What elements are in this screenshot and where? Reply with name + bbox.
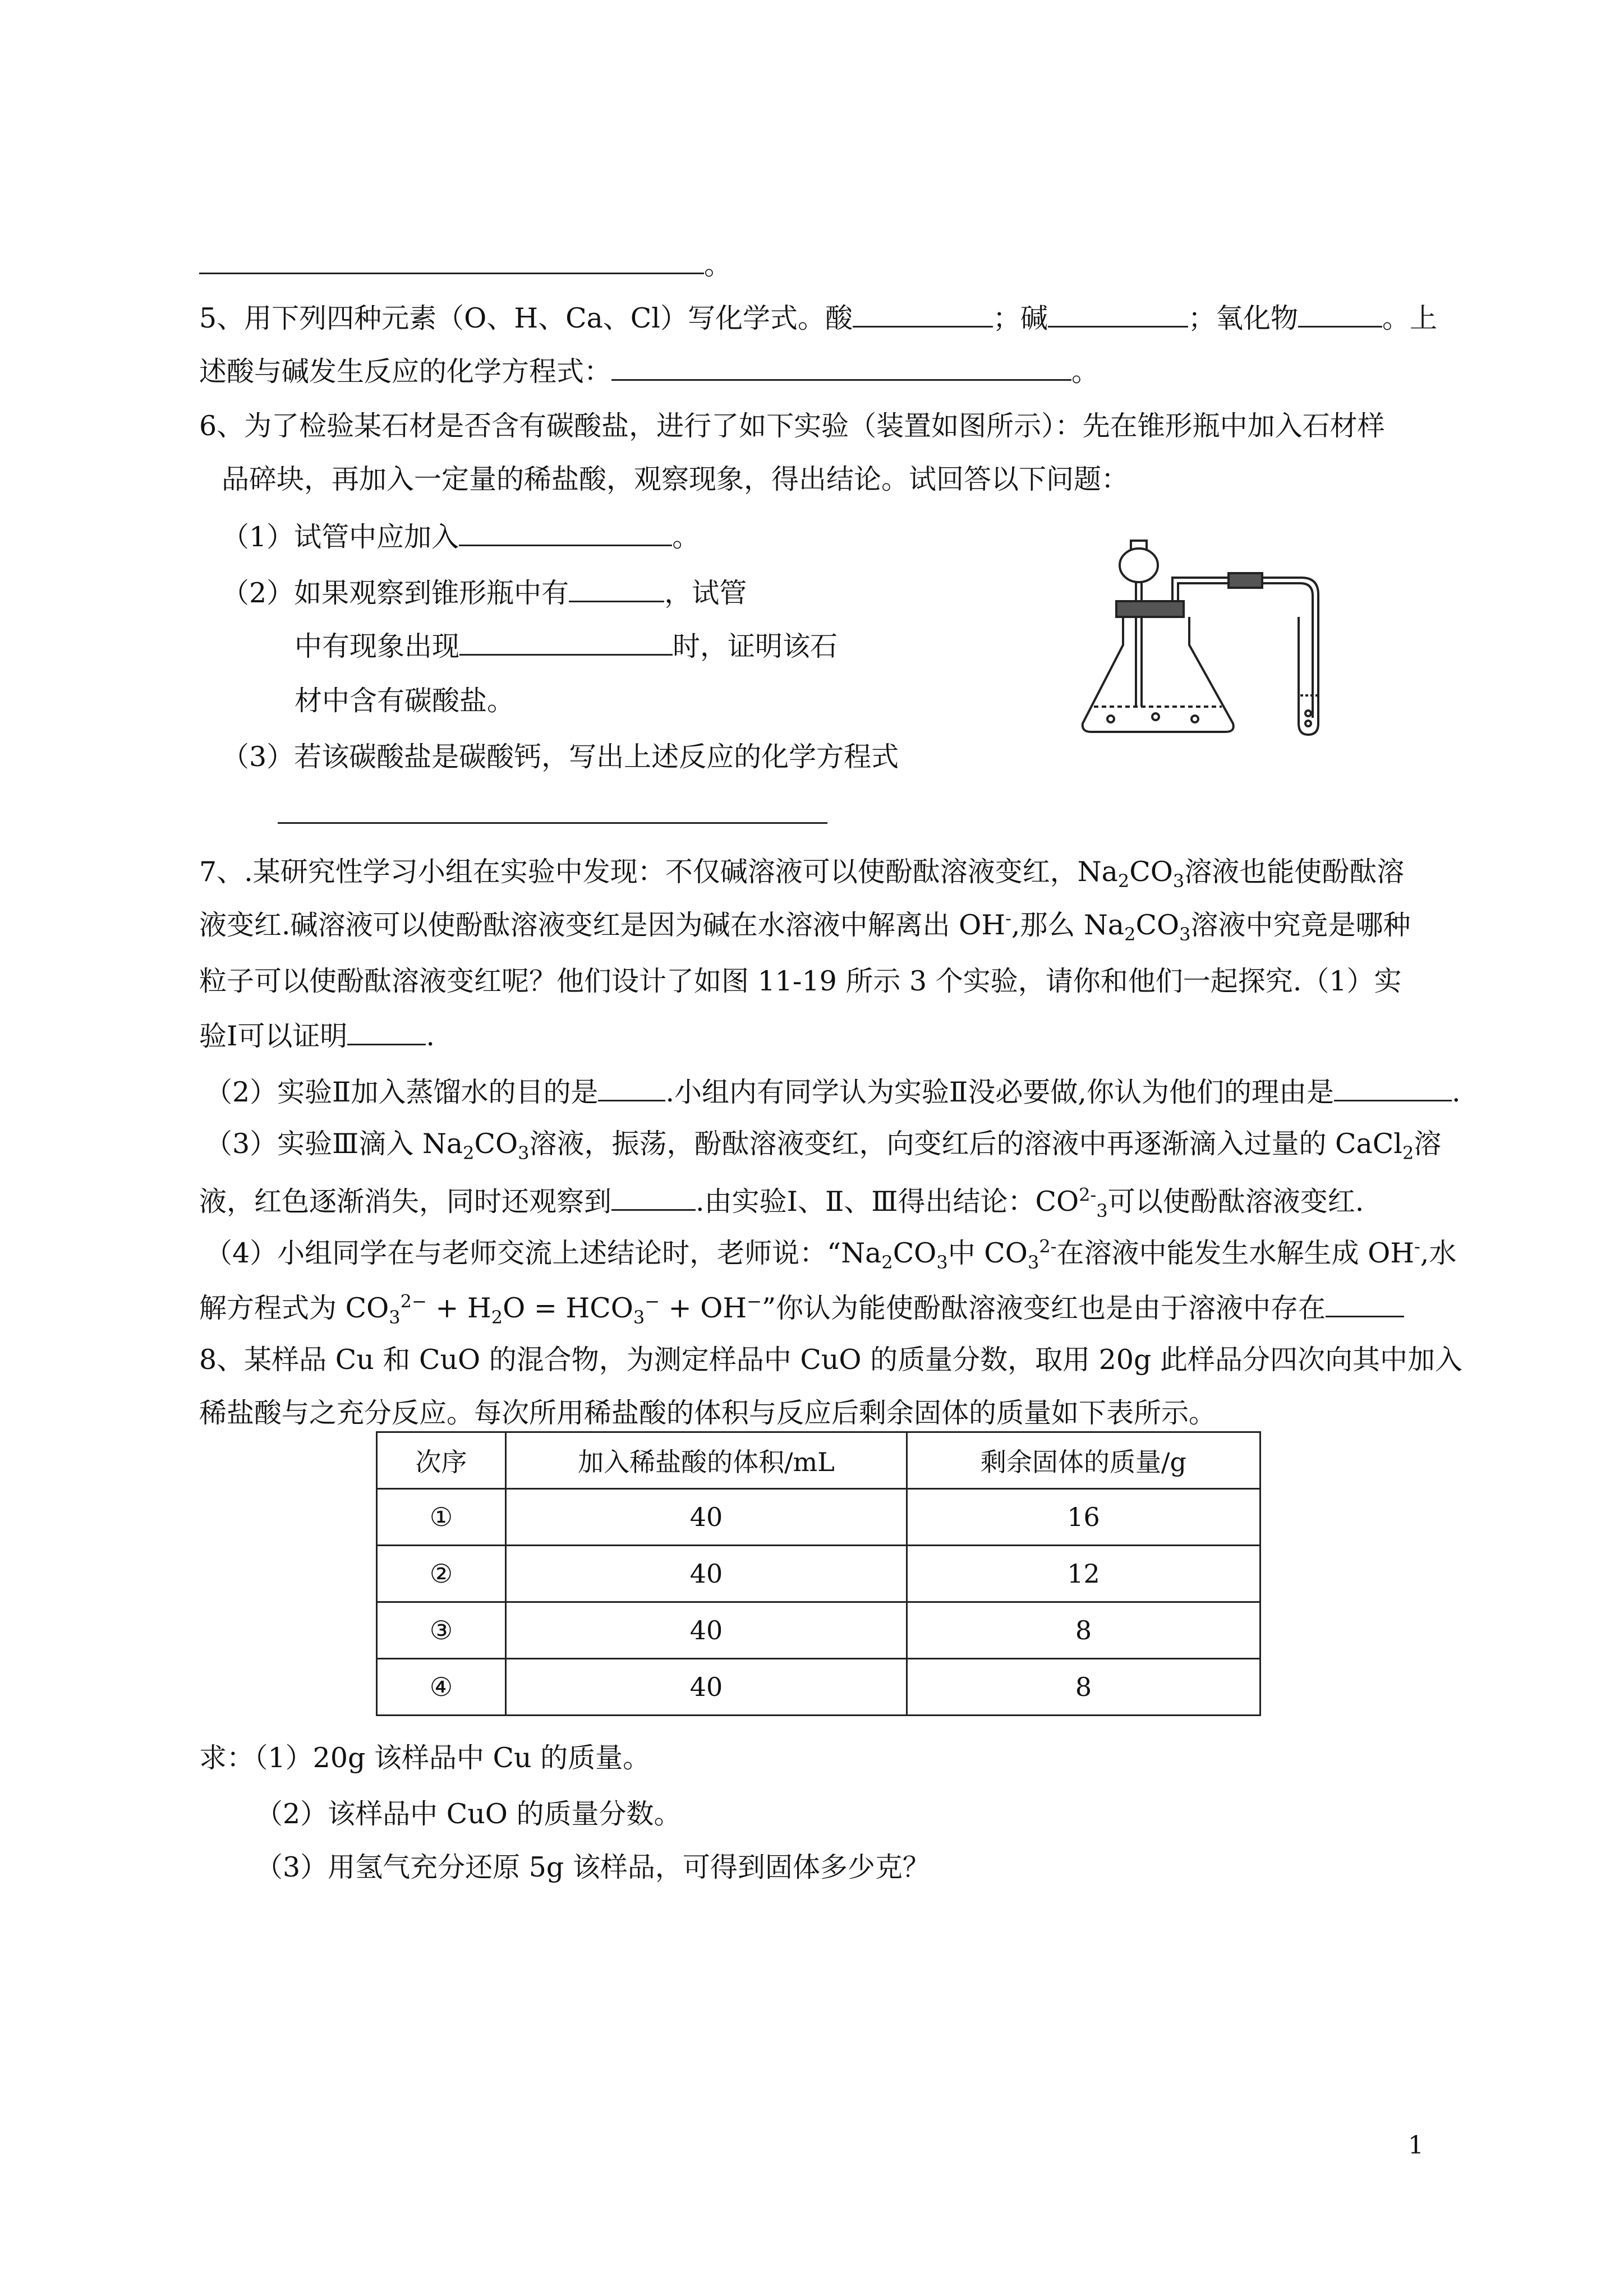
q6-line1: 6、为了检验某石材是否含有碳酸盐，进行了如下实验（装置如图所示）：先在锥形瓶中加入石材样 xyxy=(199,410,1385,442)
q6-flask-blank[interactable] xyxy=(569,575,664,602)
q7-line3: 粒子可以使酚酞溶液变红呢？他们设计了如图 11-19 所示 3 个实验，请你和他们一起探究.（1）实 xyxy=(199,965,1402,997)
q8-ask2: （2）该样品中 CuO 的质量分数。 xyxy=(255,1798,682,1830)
q7-line7: 液，红色逐渐消失，同时还观察到 .由实验Ⅰ、Ⅱ、Ⅲ得出结论：$CO^{2-}_3$可以使酚酞溶液变红. xyxy=(199,1184,1364,1221)
q7-part2-reason-blank[interactable] xyxy=(1334,1074,1452,1101)
q7-line6: （3）实验Ⅲ滴入 $Na_2CO_3$溶液，振荡，酚酞溶液变红，向变红后的溶液中再逐渐滴入过量的 CaCl$_2$溶 xyxy=(205,1128,1442,1164)
table-cell: 8 xyxy=(907,1602,1260,1659)
table-cell: ① xyxy=(377,1489,506,1546)
q7-line1: 7、.某研究性学习小组在实验中发现：不仅碱溶液可以使酚酞溶液变红，$Na_2CO_3$溶液也能使酚酞溶 xyxy=(199,856,1405,892)
table-row xyxy=(377,1659,1260,1716)
results-table xyxy=(376,1431,1261,1716)
table-header-cell: 加入稀盐酸的体积/mL xyxy=(506,1432,907,1489)
q7-part2-purpose-blank[interactable] xyxy=(598,1074,665,1101)
table-cell: 40 xyxy=(506,1602,907,1659)
flask-apparatus-figure xyxy=(1077,538,1369,740)
q5-equation-blank[interactable] xyxy=(611,353,1071,381)
table-cell: 40 xyxy=(506,1489,907,1546)
table-header-cell: 剩余固体的质量/g xyxy=(907,1432,1260,1489)
q6-part3: （3）若该碳酸盐是碳酸钙，写出上述反应的化学方程式 xyxy=(222,741,899,773)
q6-part2-line3: 材中含有碳酸盐。 xyxy=(295,685,515,717)
table-cell: ② xyxy=(377,1546,506,1602)
q8-line2: 稀盐酸与之充分反应。每次所用稀盐酸的体积与反应后剩余固体的质量如下表所示。 xyxy=(199,1397,1217,1429)
q7-line8: （4）小组同学在与老师交流上述结论时，老师说：“$Na_2CO_3$中 $CO_3^{2-}$在溶液中能发生水解生成 OH-,水 xyxy=(205,1235,1457,1273)
page-number: 1 xyxy=(1408,2131,1424,2160)
table-cell: 40 xyxy=(506,1659,907,1716)
q5-line1: 5、用下列四种元素（O、H、Ca、Cl）写化学式。酸 ；碱 ；氧化物 。上 xyxy=(199,300,1437,335)
table-cell: 12 xyxy=(907,1546,1260,1602)
q4-answer-line: 。 xyxy=(199,247,732,282)
q5-acid-blank[interactable] xyxy=(853,300,993,328)
q6-part1: （1）试管中应加入 。 xyxy=(222,519,700,554)
q6-tube-blank[interactable] xyxy=(459,519,672,546)
q7-line2: 液变红.碱溶液可以使酚酞溶液变红是因为碱在水溶液中解离出 OH-,那么 $Na_2CO_3$溶液中究竟是哪种 xyxy=(199,907,1411,945)
table-row xyxy=(377,1546,1260,1602)
table-header-row xyxy=(377,1432,1260,1489)
q5-oxide-blank[interactable] xyxy=(1298,300,1382,328)
q7-part3-blank[interactable] xyxy=(611,1183,696,1211)
q8-ask3: （3）用氢气充分还原 5g 该样品，可得到固体多少克？ xyxy=(255,1851,930,1883)
table-cell: ④ xyxy=(377,1659,506,1716)
q7-part4-blank[interactable] xyxy=(1326,1290,1404,1317)
q4-blank[interactable] xyxy=(199,247,704,274)
q5-line2: 述酸与碱发生反应的化学方程式： 。 xyxy=(199,353,1099,389)
q7-part1-blank[interactable] xyxy=(347,1018,426,1045)
q6-equation-line xyxy=(278,796,827,832)
q6-part2-line2: 中有现象出现 时，证明该石 xyxy=(295,628,838,663)
q8-ask1: 求：（1）20g 该样品中 Cu 的质量。 xyxy=(199,1742,651,1774)
q7-line5: （2）实验Ⅱ加入蒸馏水的目的是 .小组内有同学认为实验Ⅱ没必要做,你认为他们的理由是 . xyxy=(205,1074,1461,1109)
table-cell: 16 xyxy=(907,1489,1260,1546)
q8-line1: 8、某样品 Cu 和 CuO 的混合物，为测定样品中 CuO 的质量分数，取用 20g 此样品分四次向其中加入 xyxy=(199,1344,1462,1376)
table-cell: 40 xyxy=(506,1546,907,1602)
q6-line2: 品碎块，再加入一定量的稀盐酸，观察现象，得出结论。试回答以下问题： xyxy=(222,463,1129,495)
table-cell: 8 xyxy=(907,1659,1260,1716)
q6-equation-blank[interactable] xyxy=(278,796,827,824)
q6-phenomenon-blank[interactable] xyxy=(459,628,673,656)
q6-part2-line1: （2）如果观察到锥形瓶中有 ，试管 xyxy=(222,575,747,610)
table-header-cell: 次序 xyxy=(377,1432,506,1489)
table-cell: ③ xyxy=(377,1602,506,1659)
q5-base-blank[interactable] xyxy=(1048,300,1188,328)
table-row xyxy=(377,1602,1260,1659)
q7-line9: 解方程式为 $CO_3^{2-} + H_2O = HCO_3^- + OH^-$”你认为能使酚酞溶液变红也是由于溶液中存在 xyxy=(199,1290,1404,1325)
q7-line4: 验Ⅰ可以证明 . xyxy=(199,1018,435,1053)
table-row xyxy=(377,1489,1260,1546)
